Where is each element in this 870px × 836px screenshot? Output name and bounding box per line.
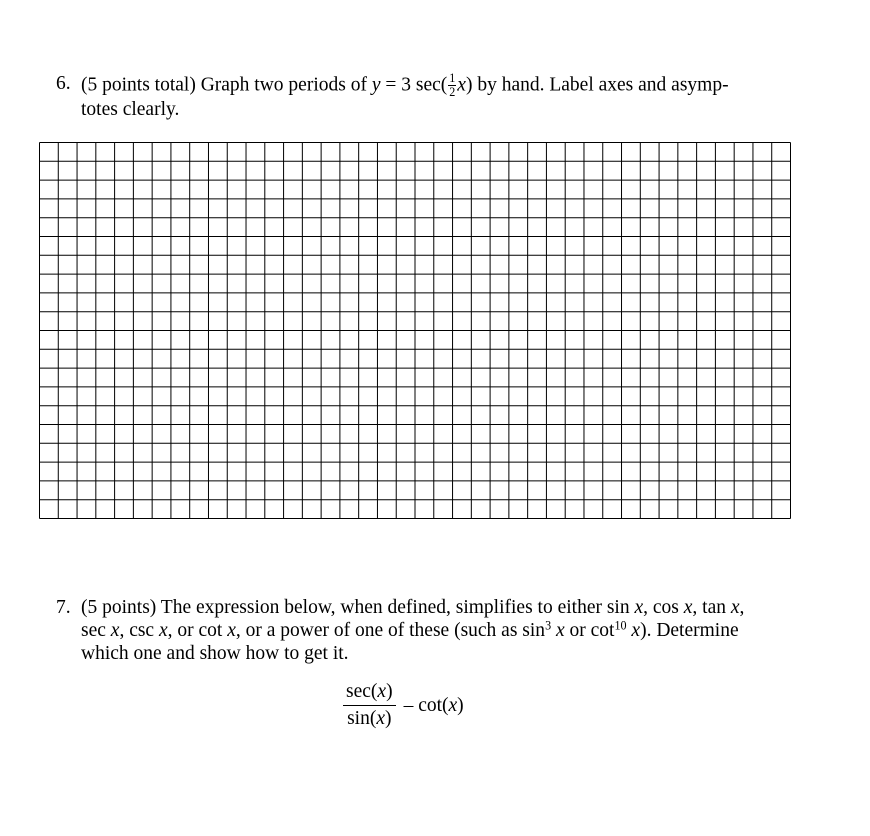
- trig-expression: [343, 680, 464, 731]
- var-x: x: [457, 74, 466, 96]
- paren-close: ): [457, 694, 464, 716]
- var-x: x: [730, 597, 740, 618]
- problem-6-line-2: totes clearly.: [81, 99, 180, 121]
- exponent: 10: [614, 618, 627, 633]
- var-x: x: [227, 620, 236, 641]
- var-x: x: [555, 620, 565, 641]
- fraction-numerator: 1: [449, 71, 456, 85]
- sec-function: sec(: [346, 681, 378, 702]
- graph-paper-grid: [39, 142, 791, 519]
- problem-6-line-1: [81, 72, 796, 98]
- problem-7-number: 7.: [56, 597, 71, 618]
- problem-7: [56, 596, 796, 665]
- problem-6-intro: (5 points total) Graph two periods of: [81, 74, 372, 96]
- var-x: x: [377, 681, 387, 702]
- text-segment: , cos: [643, 597, 684, 618]
- text-segment: sec: [81, 620, 111, 641]
- problem-6-instructions: ) by hand. Label axes and asymp-: [465, 74, 729, 96]
- paren-close: ): [386, 681, 393, 702]
- exponent: 3: [545, 618, 552, 633]
- cot-function: – cot(: [403, 694, 449, 716]
- equation-sec: = 3 sec(: [380, 74, 448, 96]
- var-x: x: [631, 620, 641, 641]
- fraction-denominator: [343, 706, 396, 731]
- problem-7-line-2: [81, 619, 796, 642]
- text-segment: or cot: [564, 620, 615, 641]
- problem-6-text: [81, 72, 796, 121]
- paren-close: ): [384, 708, 392, 729]
- problem-7-line-3: which one and show how to get it.: [81, 643, 349, 664]
- var-x: x: [448, 694, 458, 716]
- text-segment: ,: [739, 597, 745, 618]
- text-segment: (5 points) The expression below, when defined, simplifies to either sin: [81, 597, 635, 618]
- var-y: y: [371, 74, 381, 96]
- text-segment: , or a power of one of these (such as sin: [235, 620, 546, 641]
- problem-7-line-1: [81, 596, 796, 619]
- text-segment: , tan: [692, 597, 731, 618]
- sin-function: sin(: [347, 708, 377, 729]
- text-segment: , csc: [119, 620, 159, 641]
- sec-over-sin-fraction: [343, 680, 396, 731]
- text-segment: , or cot: [167, 620, 228, 641]
- text-segment: ). Determine: [640, 620, 739, 641]
- minus-cot-term: [404, 694, 464, 718]
- var-x: x: [683, 597, 693, 618]
- problem-7-text: [81, 596, 796, 665]
- var-x: x: [158, 620, 168, 641]
- problem-6: [56, 72, 796, 121]
- var-x: x: [634, 597, 644, 618]
- problem-6-number: 6.: [56, 73, 71, 94]
- var-x: x: [376, 708, 385, 729]
- var-x: x: [110, 620, 120, 641]
- fraction-numerator: [343, 680, 396, 706]
- fraction-denominator: 2: [449, 84, 456, 99]
- half-fraction: [448, 72, 456, 98]
